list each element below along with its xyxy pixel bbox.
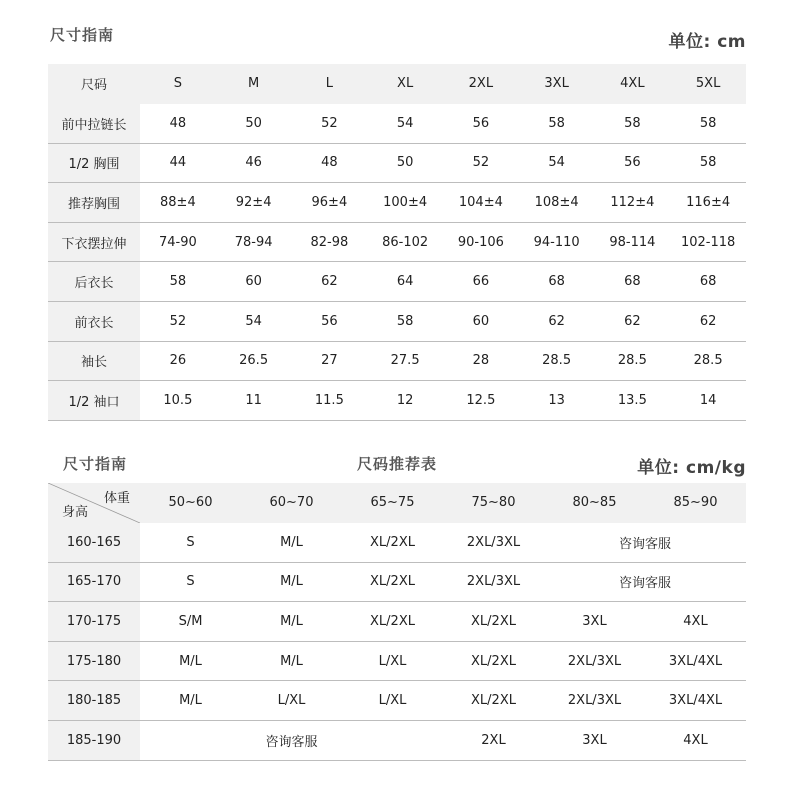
recommended-size-cell: M/L xyxy=(241,562,342,602)
size-guide-unit: 单位: cm xyxy=(668,32,746,52)
measurement-value: 62 xyxy=(670,302,746,342)
measurement-value: 48 xyxy=(140,104,216,144)
size-header-cell: 4XL xyxy=(595,64,671,104)
measurement-value: 56 xyxy=(595,143,671,183)
measurement-value: 52 xyxy=(140,302,216,342)
measurement-label: 推荐胸围 xyxy=(48,183,140,223)
measurement-value: 88±4 xyxy=(140,183,216,223)
measurement-value: 68 xyxy=(670,262,746,302)
measurement-label: 1/2 袖口 xyxy=(48,381,140,421)
height-label: 185-190 xyxy=(48,721,140,761)
measurement-value: 11.5 xyxy=(292,381,368,421)
measurement-value: 64 xyxy=(367,262,443,302)
measurement-value: 112±4 xyxy=(595,183,671,223)
recommended-size-cell: L/XL xyxy=(342,681,443,721)
measurement-row xyxy=(48,183,746,223)
measurement-value: 27 xyxy=(292,341,368,381)
size-guide-title: 尺寸指南 xyxy=(50,26,115,44)
recommended-size-cell: 2XL/3XL xyxy=(443,523,544,563)
recommended-size-cell: XL/2XL xyxy=(342,602,443,642)
measurement-value: 82-98 xyxy=(292,222,368,262)
measurement-value: 52 xyxy=(292,104,368,144)
measurement-label: 前中拉链长 xyxy=(48,104,140,144)
height-axis-label: 身高 xyxy=(62,504,89,520)
measurement-value: 54 xyxy=(519,143,595,183)
measurement-value: 10.5 xyxy=(140,381,216,421)
weight-header-row xyxy=(48,483,746,523)
measurement-value: 46 xyxy=(216,143,292,183)
height-row xyxy=(48,562,746,602)
weight-header-cell: 85~90 xyxy=(645,483,746,523)
weight-header-cell: 65~75 xyxy=(342,483,443,523)
measurement-value: 86-102 xyxy=(367,222,443,262)
measurement-value: 58 xyxy=(519,104,595,144)
measurement-value: 108±4 xyxy=(519,183,595,223)
height-label: 170-175 xyxy=(48,602,140,642)
recommended-size-cell: 4XL xyxy=(645,721,746,761)
recommended-size-cell: 3XL xyxy=(544,602,645,642)
measurement-value: 68 xyxy=(595,262,671,302)
size-header-cell: M xyxy=(216,64,292,104)
recommended-size-cell: 2XL/3XL xyxy=(544,641,645,681)
recommended-size-cell: 2XL/3XL xyxy=(443,562,544,602)
measurement-label: 袖长 xyxy=(48,341,140,381)
measurement-row xyxy=(48,222,746,262)
measurement-row xyxy=(48,262,746,302)
measurement-value: 26.5 xyxy=(216,341,292,381)
measurement-label: 后衣长 xyxy=(48,262,140,302)
measurement-value: 50 xyxy=(367,143,443,183)
measurement-value: 28 xyxy=(443,341,519,381)
recommended-size-cell: XL/2XL xyxy=(342,562,443,602)
recommended-size-cell: L/XL xyxy=(241,681,342,721)
recommended-size-cell: M/L xyxy=(140,641,241,681)
recommended-size-cell: XL/2XL xyxy=(342,523,443,563)
recommend-unit: 单位: cm/kg xyxy=(637,458,746,478)
height-row xyxy=(48,602,746,642)
measurement-value: 100±4 xyxy=(367,183,443,223)
measurement-value: 62 xyxy=(595,302,671,342)
measurement-value: 28.5 xyxy=(595,341,671,381)
measurement-value: 58 xyxy=(367,302,443,342)
recommended-size-cell: S/M xyxy=(140,602,241,642)
size-recommend-table xyxy=(48,483,746,761)
measurement-value: 56 xyxy=(443,104,519,144)
recommended-size-cell: 3XL/4XL xyxy=(645,641,746,681)
height-label: 160-165 xyxy=(48,523,140,563)
size-header-cell: 3XL xyxy=(519,64,595,104)
weight-header-cell: 80~85 xyxy=(544,483,645,523)
measurement-value: 26 xyxy=(140,341,216,381)
measurement-label: 1/2 胸围 xyxy=(48,143,140,183)
measurement-value: 14 xyxy=(670,381,746,421)
measurement-row xyxy=(48,104,746,144)
measurement-row xyxy=(48,381,746,421)
weight-axis-label: 体重 xyxy=(103,491,130,506)
corner-header xyxy=(48,483,140,523)
measurement-value: 13 xyxy=(519,381,595,421)
measurement-row xyxy=(48,143,746,183)
height-label: 180-185 xyxy=(48,681,140,721)
measurement-value: 66 xyxy=(443,262,519,302)
recommended-size-cell: XL/2XL xyxy=(443,641,544,681)
height-label: 165-170 xyxy=(48,562,140,602)
size-header-cell: 2XL xyxy=(443,64,519,104)
recommended-size-cell: S xyxy=(140,523,241,563)
measurement-value: 96±4 xyxy=(292,183,368,223)
measurement-value: 104±4 xyxy=(443,183,519,223)
measurement-value: 13.5 xyxy=(595,381,671,421)
measurement-value: 48 xyxy=(292,143,368,183)
measurement-value: 27.5 xyxy=(367,341,443,381)
measurement-value: 11 xyxy=(216,381,292,421)
recommended-size-cell: M/L xyxy=(241,641,342,681)
recommended-size-cell: S xyxy=(140,562,241,602)
height-label: 175-180 xyxy=(48,641,140,681)
measurement-value: 62 xyxy=(292,262,368,302)
measurement-value: 56 xyxy=(292,302,368,342)
recommended-size-cell: 3XL/4XL xyxy=(645,681,746,721)
size-header-label: 尺码 xyxy=(48,64,140,104)
measurement-value: 44 xyxy=(140,143,216,183)
contact-service-cell: 咨询客服 xyxy=(140,721,443,761)
weight-header-cell: 60~70 xyxy=(241,483,342,523)
measurement-value: 60 xyxy=(216,262,292,302)
size-header-row xyxy=(48,64,746,104)
measurement-label: 前衣长 xyxy=(48,302,140,342)
measurement-value: 28.5 xyxy=(519,341,595,381)
measurement-value: 68 xyxy=(519,262,595,302)
recommend-table-title: 尺码推荐表 xyxy=(357,455,438,473)
measurement-value: 116±4 xyxy=(670,183,746,223)
measurement-value: 98-114 xyxy=(595,222,671,262)
weight-header-cell: 50~60 xyxy=(140,483,241,523)
measurement-value: 54 xyxy=(367,104,443,144)
measurement-value: 90-106 xyxy=(443,222,519,262)
measurement-value: 54 xyxy=(216,302,292,342)
recommended-size-cell: L/XL xyxy=(342,641,443,681)
recommended-size-cell: XL/2XL xyxy=(443,602,544,642)
measurement-value: 102-118 xyxy=(670,222,746,262)
size-header-cell: 5XL xyxy=(670,64,746,104)
measurement-row xyxy=(48,302,746,342)
measurement-value: 28.5 xyxy=(670,341,746,381)
measurement-value: 92±4 xyxy=(216,183,292,223)
measurement-label: 下衣摆拉伸 xyxy=(48,222,140,262)
weight-header-cell: 75~80 xyxy=(443,483,544,523)
measurement-value: 74-90 xyxy=(140,222,216,262)
measurement-value: 12.5 xyxy=(443,381,519,421)
height-row xyxy=(48,641,746,681)
measurement-value: 50 xyxy=(216,104,292,144)
measurement-value: 58 xyxy=(595,104,671,144)
recommend-guide-title: 尺寸指南 xyxy=(63,455,128,473)
measurement-value: 58 xyxy=(140,262,216,302)
size-header-cell: S xyxy=(140,64,216,104)
height-row xyxy=(48,523,746,563)
size-header-cell: L xyxy=(292,64,368,104)
size-header-cell: XL xyxy=(367,64,443,104)
recommended-size-cell: M/L xyxy=(241,523,342,563)
recommended-size-cell: 2XL xyxy=(443,721,544,761)
measurement-value: 78-94 xyxy=(216,222,292,262)
measurement-value: 58 xyxy=(670,143,746,183)
measurement-value: 62 xyxy=(519,302,595,342)
measurement-value: 52 xyxy=(443,143,519,183)
recommended-size-cell: M/L xyxy=(241,602,342,642)
measurement-row xyxy=(48,341,746,381)
recommended-size-cell: M/L xyxy=(140,681,241,721)
contact-service-cell: 咨询客服 xyxy=(544,523,746,563)
measurement-value: 58 xyxy=(670,104,746,144)
measurement-value: 60 xyxy=(443,302,519,342)
measurement-value: 12 xyxy=(367,381,443,421)
recommended-size-cell: XL/2XL xyxy=(443,681,544,721)
measurement-value: 94-110 xyxy=(519,222,595,262)
recommended-size-cell: 4XL xyxy=(645,602,746,642)
height-row xyxy=(48,721,746,761)
height-row xyxy=(48,681,746,721)
recommended-size-cell: 3XL xyxy=(544,721,645,761)
contact-service-cell: 咨询客服 xyxy=(544,562,746,602)
size-chart-table xyxy=(48,64,746,421)
recommended-size-cell: 2XL/3XL xyxy=(544,681,645,721)
